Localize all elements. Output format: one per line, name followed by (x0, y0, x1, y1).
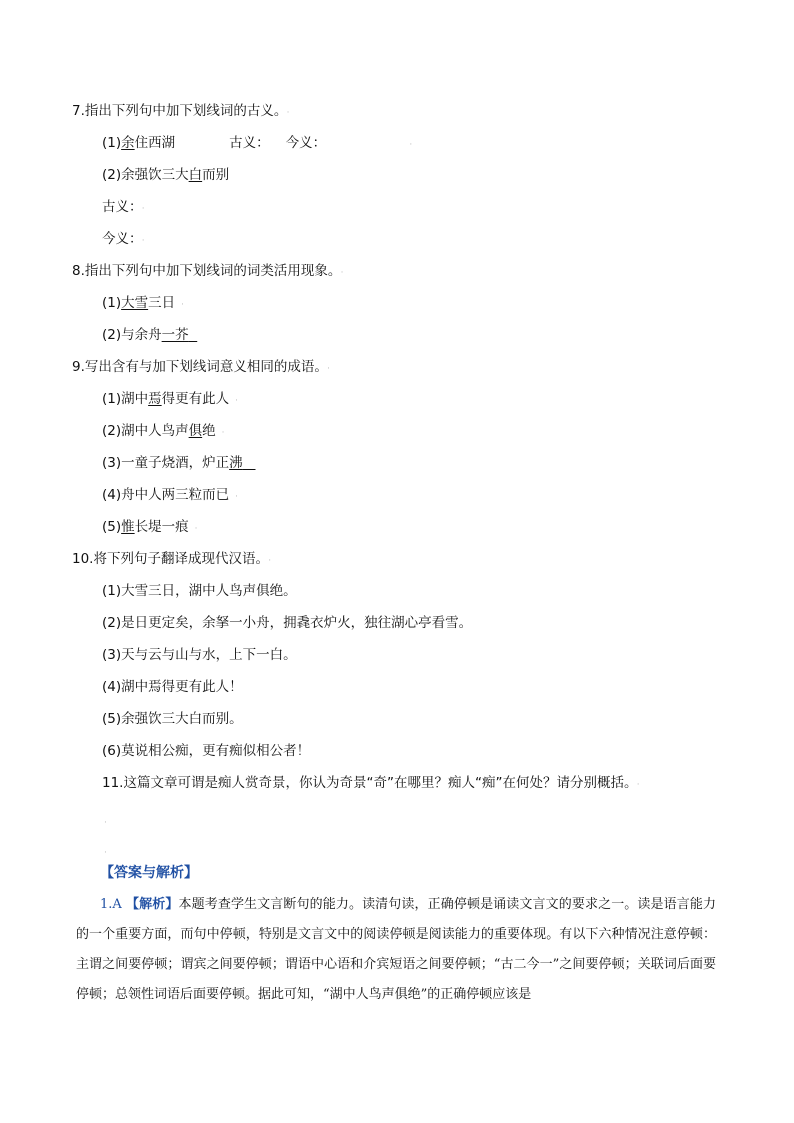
question-7-title: 7.指出下列句中加下划线词的古义。 · (72, 103, 290, 119)
question-9-item-3: (3)一童子烧酒，炉正沸 (102, 455, 243, 471)
blank-paragraph-mark: · (104, 848, 107, 858)
question-9-item-5: (5)惟长堤一痕 · (102, 519, 198, 535)
underlined-word: 俱 (188, 423, 203, 439)
ancient-meaning-label: 古义： (229, 135, 270, 151)
underlined-word: 余 (121, 135, 135, 151)
analysis-tag: 【解析】 (126, 897, 179, 912)
question-10-item: (2)是日更定矣，余拏一小舟，拥毳衣炉火，独往湖心亭看雪。 (102, 615, 473, 631)
modern-meaning-label: 今义： (285, 135, 320, 151)
question-7-item-1: (1)余住西湖 古义： 今义： · (102, 135, 413, 151)
question-10-item: (6)莫说相公痴，更有痴似相公者！ (102, 743, 311, 759)
modern-meaning-label: 今义： · (102, 231, 145, 247)
question-10-item: (3)天与云与山与水，上下一白。 (102, 647, 297, 663)
underlined-word: 大雪 (121, 295, 149, 311)
question-11-title: 11.这篇文章可谓是痴人赏奇景，你认为奇景“奇”在哪里？痴人“痴”在何处？请分别概括。 · (102, 775, 640, 791)
question-7-item-2: (2)余强饮三大白而别 (102, 167, 230, 183)
question-10-item: (4)湖中焉得更有此人！ (102, 679, 243, 695)
blank-paragraph-mark: · (104, 818, 107, 828)
ancient-meaning-label: 古义： · (102, 199, 145, 215)
question-9-item-1: (1)湖中焉得更有此人 · (102, 391, 238, 407)
question-9-item-2: (2)湖中人鸟声俱绝 · (102, 423, 225, 439)
analysis-text: 本题考查学生文言断句的能力。读清句读，正确停顿是诵读文言文的要求之一。读是语言能力的一个重要方面，而句中停顿，特别是文言文中的阅读停顿是阅读能力的重要体现。有以下六种情况注意停顿：主谓之间要停顿；谓宾之间要停顿；谓语中心语和介宾短语之间要停顿；“古二今一”之间要停顿；关联词后面要停顿；总领性词语后面要停顿。据此可知，“湖中人鸟声俱绝”的正确停顿应该是 (76, 897, 716, 1002)
question-8-item-1: (1)大雪三日 · (102, 295, 184, 311)
answers-heading: 【答案与解析】 (100, 865, 198, 881)
underlined-word: 沸 (229, 455, 243, 471)
underlined-word: 一芥 (161, 327, 189, 343)
answer-number: 1.A (100, 897, 122, 912)
question-10-title: 10.将下列句子翻译成现代汉语。 · (72, 551, 272, 567)
question-10-item: (5)余强饮三大白而别。 (102, 711, 243, 727)
question-9-item-4: (4)舟中人两三粒而已 · (102, 487, 238, 503)
underlined-word: 惟 (121, 519, 135, 535)
question-10-item: (1)大雪三日，湖中人鸟声俱绝。 (102, 583, 297, 599)
question-8-item-2: (2)与余舟一芥 (102, 327, 189, 343)
answer-1-paragraph (76, 890, 716, 1010)
question-9-title: 9.写出含有与加下划线词意义相同的成语。 · (72, 359, 331, 375)
underlined-word: 焉 (148, 391, 162, 407)
underlined-word: 白 (188, 167, 203, 183)
question-8-title: 8.指出下列句中加下划线词的词类活用现象。 · (72, 263, 344, 279)
